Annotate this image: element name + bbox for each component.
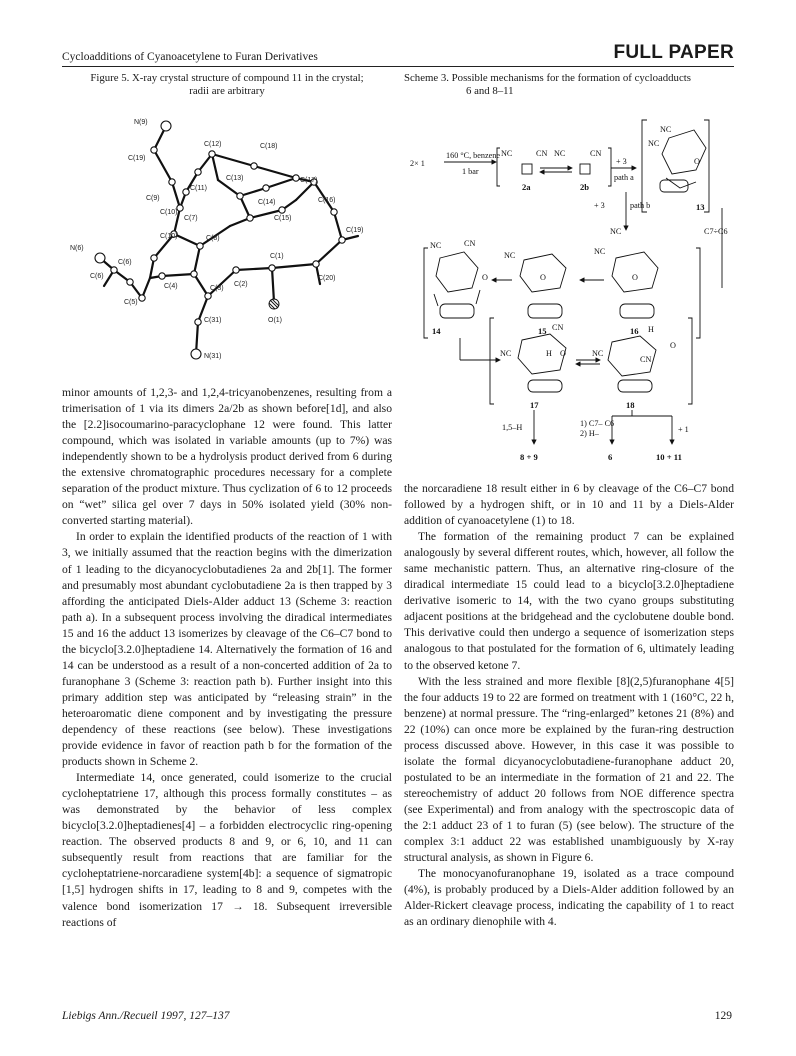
atom-label: C(4) — [164, 283, 178, 290]
journal-citation: Liebigs Ann./Recueil 1997, 127–137 — [62, 1010, 230, 1022]
compound-2b: 2b — [580, 182, 590, 192]
figure5-caption-line1: Figure 5. X-ray crystal structure of compound 11 in the crystal; — [90, 72, 364, 84]
plus3-a: + 3 — [616, 157, 627, 166]
scheme3-caption-line2: 6 and 8–11 — [466, 85, 514, 97]
paragraph: With the less strained and more flexible [8](2,5)furanophane 4[5] the four adducts 19 to 22 are formed on treatment with 1 (160°C, 22 h, benzene) at normal pressure. The “ring-enlarged” ketones 21 (8%) and 22 (10%) can once more be explained by the furan-ring destruction process discussed above. However, in this case it was possible to isolate the formal dicyanocyclobutadiene-furanophane adduct 20, postulated to be an intermediate in the formation of 21 and 22. The stereochemistry of adduct 20 follows from NOE difference spectra (see Experimental) and from analogy with the spectroscopic data of the 2:1 adduct 23 of 1 to furan (5) (see below). The structure of the complex 3:1 adduct 22 was established unambiguously by X-ray structural analysis, as shown in Figure 6. — [404, 674, 734, 865]
atom-label: N(31) — [204, 353, 222, 360]
atom-label: C(11) — [190, 185, 207, 192]
nc-fragment: NC — [610, 227, 622, 236]
reagent-label: 2× 1 — [410, 159, 425, 168]
atom-label: C(19) — [128, 155, 146, 162]
atom-label: N(6) — [70, 245, 84, 252]
compound-2a: 2a — [522, 182, 531, 192]
atom-label: C(14) — [258, 199, 276, 206]
atom-label: C(2) — [234, 281, 248, 288]
paragraph: The formation of the remaining product 7 can be explained analogously by several different routes, which, however, all follow the same mechanistic pattern. Thus, an alternative ring-closure of the diradical intermediate 15 could lead to a bicyclo[3.2.0]heptadiene derivative isomeric to 14, with the two cyano groups substituting adjacent positions at the bridgehead and the cyclobutene double bond. This derivative could then undergo a sequence of isomerization steps analogous to that postulated for the formation of 6, ultimately leading to the observed ketone 7. — [404, 530, 734, 672]
atom-label: C(16) — [318, 197, 336, 204]
atom-label: C(15) — [274, 215, 292, 222]
running-title: Cycloadditions of Cyanoacetylene to Furan Derivatives — [62, 51, 318, 63]
compound-15: 15 — [538, 326, 547, 336]
cn-fragment: CN — [464, 239, 476, 248]
atom-label: C(18) — [260, 143, 278, 150]
figure5-caption — [62, 72, 392, 98]
atom-label: O(1) — [268, 317, 282, 324]
paragraph: minor amounts of 1,2,3- and 1,2,4-tricyanobenzenes, resulting from a trimerisation of 1 via its dimers 2a/2b as shown before[1d], and also the [2.2]isocoumarino-paracyclophane 12 were found. This latter compound, which was isolated in variable amounts (up to 7%) was independently shown to be a hydrolysis product derived from 6 during the extensive chromatographic procedures necessary for a complete separation of the product mixture. Thus cyclization of 6 to 12 proceeds on “wet” silica gel over 7 days in 50% isolated yield (30% non-converted starting material). — [62, 386, 392, 528]
atom-label: C(6) — [90, 273, 104, 280]
paragraph: The monocyanofuranophane 19, isolated as a trace compound (4%), is probably produced by a Diels-Alder addition followed by an Alder-Rickert cleavage process, indicating the capability of 1 to react as an ordinary dienophile with 4. — [404, 867, 734, 929]
o-fragment: O — [540, 273, 546, 282]
nc-fragment: NC — [592, 349, 604, 358]
scheme3-caption-line1: Scheme 3. Possible mechanisms for the formation of cycloadducts — [404, 72, 691, 84]
step-15h: 1,5–H — [502, 423, 523, 432]
cn-fragment: CN — [640, 355, 652, 364]
product-6: 6 — [608, 452, 613, 462]
nc-fragment: NC — [501, 149, 513, 158]
figure5-caption-line2: radii are arbitrary — [189, 85, 265, 97]
atom-label: C(5) — [124, 299, 138, 306]
nc-fragment: NC — [500, 349, 512, 358]
atom-label: C(10) — [160, 233, 178, 240]
o-fragment: O — [694, 157, 700, 166]
nc-fragment: NC — [594, 247, 606, 256]
h-fragment: H — [546, 349, 552, 358]
product-10-11: 10 + 11 — [656, 452, 682, 462]
h-fragment: H — [648, 325, 654, 334]
paragraph: Intermediate 14, once generated, could isomerize to the crucial cycloheptatriene 17, although this process formally constitutes – as was demonstrated by the behavior of less complex bicyclo[3.2.0]heptadienes[4] – a forbidden electrocyclic ring-opening reaction. The observed products 8 and 9, or 6, 10, and 11 can subsequently result from reactions that are familiar for the cycloheptatriene-norcaradiene system[4b]: a sequence of sigmatropic [1,5] hydrogen shifts in 17, leading to 8 and 9, competes with the valence bond isomerization 17 → 18. Subsequent irreversible reactions of — [62, 771, 392, 929]
plus3-b: + 3 — [594, 201, 605, 210]
o-fragment: O — [632, 273, 638, 282]
c7c6-label: C7÷C6 — [704, 227, 728, 236]
nc-fragment: NC — [430, 241, 442, 250]
o-fragment: O — [482, 273, 488, 282]
atom-label: C(12) — [204, 141, 222, 148]
atom-label: C(3) — [210, 285, 224, 292]
step-c7c6-2: 2) H– — [580, 429, 599, 438]
compound-16: 16 — [630, 326, 639, 336]
page-header — [62, 36, 734, 67]
atom-label: C(8) — [206, 235, 220, 242]
paragraph: In order to explain the identified products of the reaction of 1 with 3, we initially assumed that the reaction begins with the dimerization of 1 leading to the dicyanocyclobutadienes 2a and 2b[1]. The former and presumably most abundant cyclobutadiene 2a is then trapped by 3 affording the anticipated Diels-Alder adduct 13 (Scheme 3: reaction path a). In a subsequent process involving the diradical intermediates 15 and 16 the adduct 13 isomerizes by cleavage of the C6–C7 bond to the bicyclo[3.2.0]heptadiene 14. Alternatively the formation of 16 and 14 can be understood as a result of a non-concerted addition of 2a to furanophane 3 (Scheme 3: reaction path b). Further insight into this primary addition step was anticipated by “releasing strain” in the heteroaromatic diene component and by investigating the pressure dependency of these reactions (see below). These investigations provide evidence in favor of reaction path b for the formation of the products shown in Scheme 2. — [62, 530, 392, 769]
nc-fragment: NC — [660, 125, 672, 134]
right-column — [404, 481, 734, 930]
conditions-bottom: 1 bar — [462, 167, 479, 176]
path-a: path a — [614, 173, 634, 182]
nc-fragment: NC — [504, 251, 516, 260]
compound-13: 13 — [696, 202, 705, 212]
compound-14: 14 — [432, 326, 441, 336]
step-c7c6-1: 1) C7– C6 — [580, 419, 615, 428]
path-b: path b — [630, 201, 651, 210]
atom-label: N(9) — [134, 119, 148, 126]
left-column — [62, 385, 392, 931]
cn-fragment: CN — [536, 149, 548, 158]
atom-label: C(1) — [270, 253, 284, 260]
o-fragment: O — [560, 349, 566, 358]
figure5-crystal-structure — [62, 108, 392, 370]
atom-label: C(10) — [160, 209, 178, 216]
atom-label: C(6) — [118, 259, 132, 266]
scheme3-mechanism — [404, 108, 734, 478]
atom-label: C(20) — [318, 275, 336, 282]
atom-label: C(17) — [300, 177, 318, 184]
compound-17: 17 — [530, 400, 539, 410]
o-fragment: O — [670, 341, 676, 350]
product-8-9: 8 + 9 — [520, 452, 538, 462]
paragraph: the norcaradiene 18 result either in 6 by cleavage of the C6–C7 bond followed by a hydrogen shift, or in 10 and 11 by a Diels-Alder addition of cyanoacetylene (1) to 18. — [404, 482, 734, 528]
conditions-top: 160 °C, benzene — [446, 151, 500, 160]
atom-label: C(31) — [204, 317, 222, 324]
atom-label: C(9) — [146, 195, 160, 202]
scheme3-caption — [404, 72, 734, 98]
atom-label: C(7) — [184, 215, 198, 222]
cn-fragment: CN — [590, 149, 602, 158]
nc-fragment: NC — [554, 149, 566, 158]
atom-label: C(13) — [226, 175, 244, 182]
atom-label: C(19) — [346, 227, 364, 234]
cn-fragment: CN — [552, 323, 564, 332]
plus1: + 1 — [678, 425, 689, 434]
full-paper-badge: FULL PAPER — [613, 42, 734, 63]
nc-fragment: NC — [648, 139, 660, 148]
compound-18: 18 — [626, 400, 635, 410]
page-number: 129 — [714, 1010, 732, 1022]
